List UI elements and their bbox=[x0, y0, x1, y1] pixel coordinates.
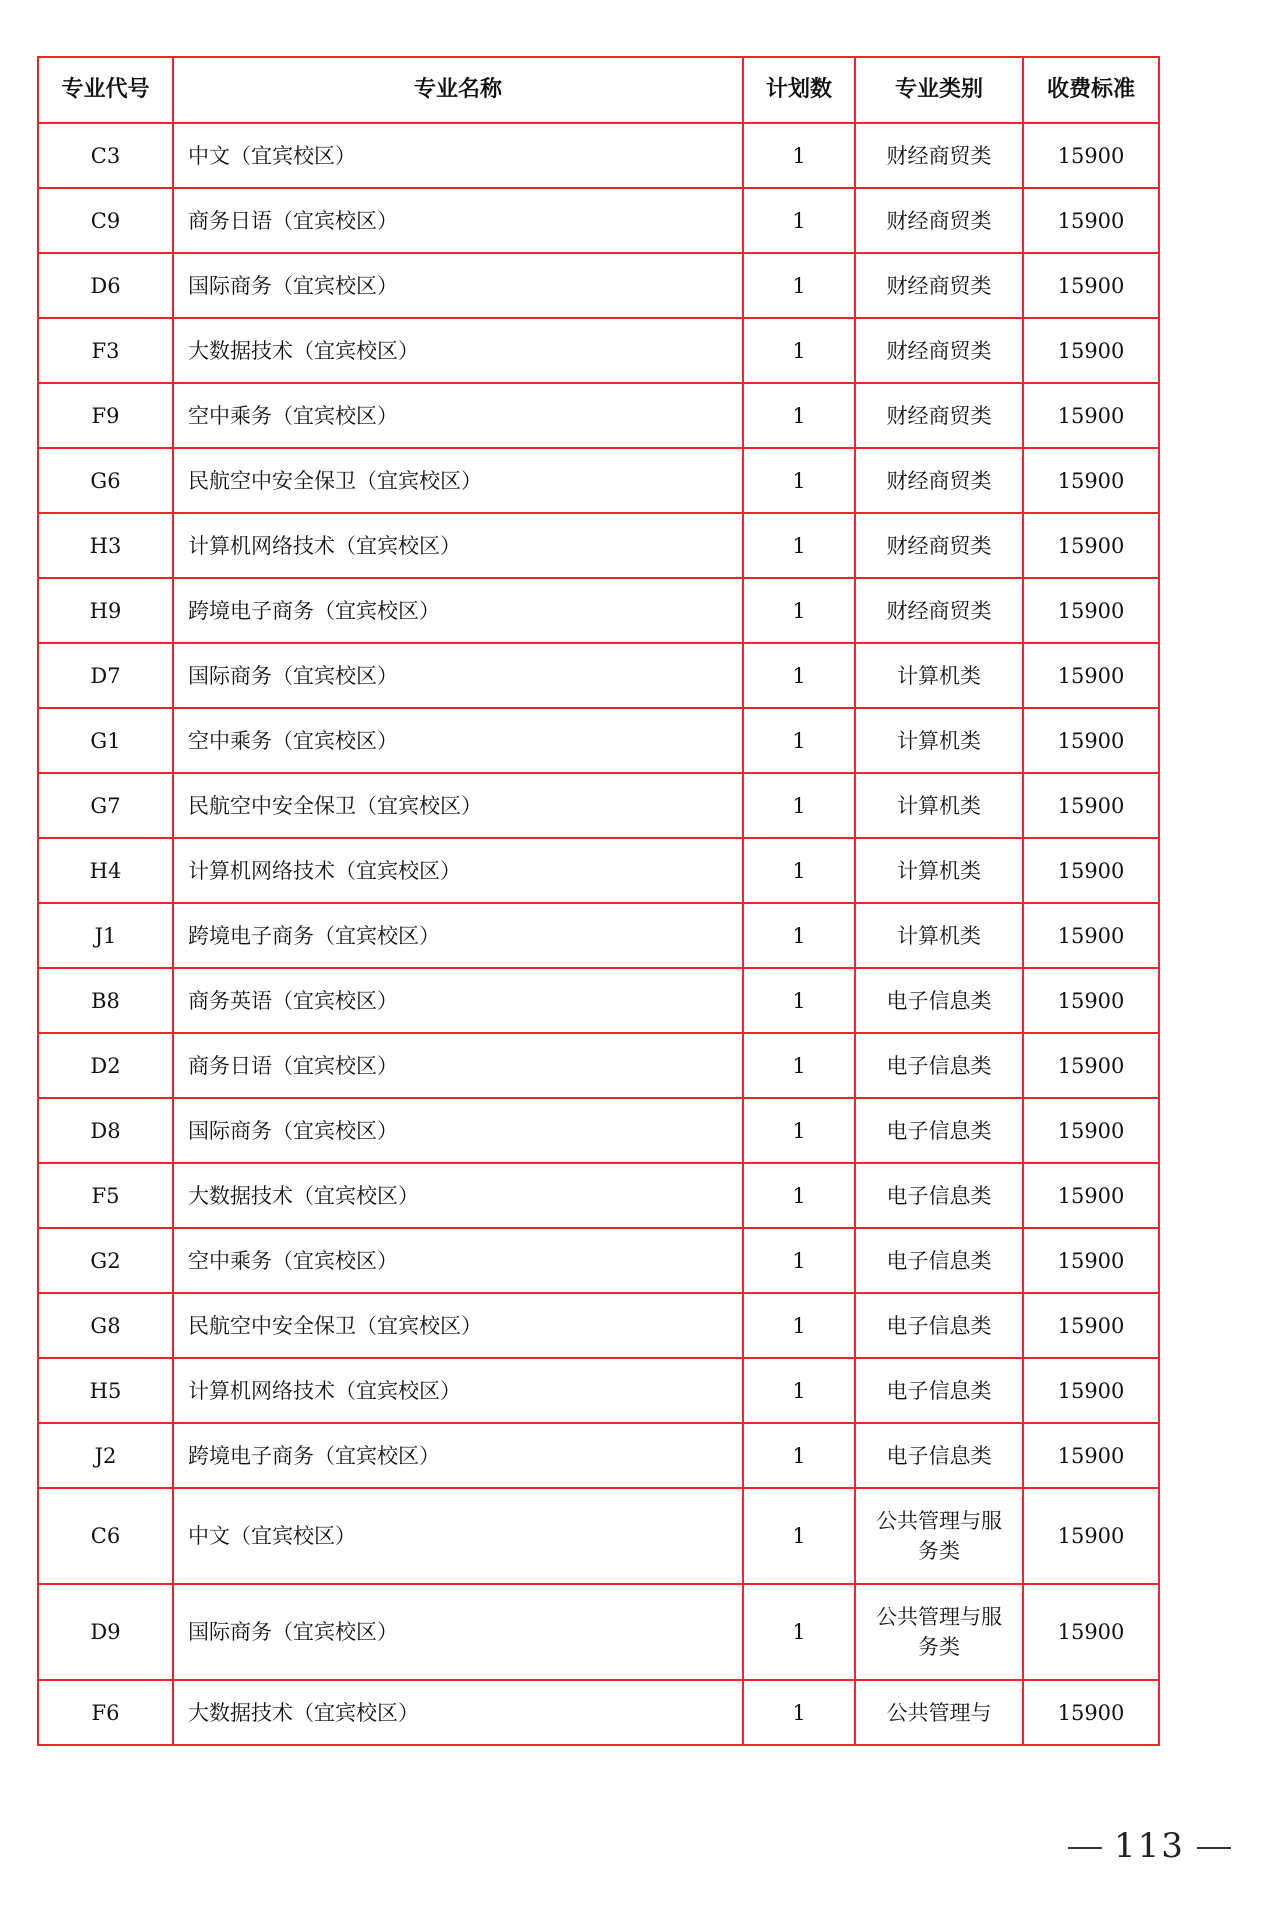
table-row bbox=[38, 253, 1159, 318]
cell-plan-count-text: 1 bbox=[792, 728, 806, 753]
cell-major-code-text: G7 bbox=[90, 793, 121, 818]
cell-major-code bbox=[38, 1358, 173, 1423]
cell-major-category bbox=[855, 383, 1023, 448]
cell-fee-standard-text: 15900 bbox=[1057, 598, 1125, 623]
cell-major-code bbox=[38, 383, 173, 448]
cell-major-category bbox=[855, 1680, 1023, 1745]
cell-fee-standard-text: 15900 bbox=[1057, 338, 1125, 363]
cell-fee-standard bbox=[1023, 1033, 1159, 1098]
cell-major-code-text: J2 bbox=[94, 1443, 117, 1468]
table-row bbox=[38, 968, 1159, 1033]
cell-major-category-text: 电子信息类 bbox=[886, 1378, 992, 1403]
cell-major-name bbox=[173, 903, 743, 968]
cell-major-category-text: 电子信息类 bbox=[886, 1118, 992, 1143]
table-body bbox=[38, 123, 1159, 1745]
cell-major-code-text: F9 bbox=[91, 403, 120, 428]
table-row bbox=[38, 1228, 1159, 1293]
header-major-name: 专业名称 bbox=[173, 57, 743, 123]
cell-major-category-text: 电子信息类 bbox=[886, 988, 992, 1013]
cell-major-name bbox=[173, 1098, 743, 1163]
cell-major-code bbox=[38, 1163, 173, 1228]
header-major-code: 专业代号 bbox=[38, 57, 173, 123]
cell-major-code-text: D6 bbox=[90, 273, 121, 298]
table-row bbox=[38, 1584, 1159, 1680]
cell-major-code-text: F5 bbox=[91, 1183, 120, 1208]
cell-major-code bbox=[38, 1423, 173, 1488]
cell-major-name bbox=[173, 1033, 743, 1098]
cell-plan-count bbox=[743, 1423, 855, 1488]
cell-major-name bbox=[173, 1584, 743, 1680]
cell-fee-standard-text: 15900 bbox=[1057, 728, 1125, 753]
cell-major-name bbox=[173, 968, 743, 1033]
cell-plan-count bbox=[743, 1228, 855, 1293]
cell-major-name bbox=[173, 123, 743, 188]
cell-major-name-text: 中文（宜宾校区） bbox=[188, 143, 356, 168]
cell-major-code-text: D8 bbox=[90, 1118, 121, 1143]
cell-major-name-text: 国际商务（宜宾校区） bbox=[188, 273, 398, 298]
cell-major-name bbox=[173, 643, 743, 708]
cell-plan-count-text: 1 bbox=[792, 793, 806, 818]
cell-major-code-text: D7 bbox=[90, 663, 121, 688]
cell-fee-standard-text: 15900 bbox=[1057, 1524, 1125, 1548]
cell-major-name-text: 民航空中安全保卫（宜宾校区） bbox=[188, 793, 482, 818]
cell-major-code-text: C3 bbox=[90, 143, 121, 168]
cell-fee-standard bbox=[1023, 1488, 1159, 1584]
cell-major-category-text: 财经商贸类 bbox=[886, 273, 992, 298]
cell-major-code-text: G1 bbox=[90, 728, 121, 753]
cell-fee-standard-text: 15900 bbox=[1057, 273, 1125, 298]
table-row bbox=[38, 578, 1159, 643]
cell-fee-standard-text: 15900 bbox=[1057, 1700, 1125, 1725]
cell-major-name bbox=[173, 383, 743, 448]
cell-major-code bbox=[38, 903, 173, 968]
cell-fee-standard-text: 15900 bbox=[1057, 663, 1125, 688]
cell-major-name bbox=[173, 1163, 743, 1228]
cell-fee-standard bbox=[1023, 643, 1159, 708]
cell-major-name-text: 空中乘务（宜宾校区） bbox=[188, 1248, 398, 1273]
cell-major-code-text: B8 bbox=[91, 988, 120, 1013]
cell-plan-count-text: 1 bbox=[792, 338, 806, 363]
cell-plan-count bbox=[743, 513, 855, 578]
cell-major-name bbox=[173, 1488, 743, 1584]
cell-major-code bbox=[38, 708, 173, 773]
cell-plan-count bbox=[743, 1358, 855, 1423]
table-row bbox=[38, 1293, 1159, 1358]
cell-major-category-text: 公共管理与服务类 bbox=[876, 1605, 1002, 1659]
page-number bbox=[1056, 1826, 1243, 1866]
cell-plan-count bbox=[743, 643, 855, 708]
cell-plan-count-text: 1 bbox=[792, 663, 806, 688]
cell-plan-count bbox=[743, 1488, 855, 1584]
cell-major-name bbox=[173, 448, 743, 513]
table-row bbox=[38, 1488, 1159, 1584]
cell-major-code bbox=[38, 578, 173, 643]
cell-major-name bbox=[173, 773, 743, 838]
cell-major-name-text: 空中乘务（宜宾校区） bbox=[188, 728, 398, 753]
cell-major-category-text: 财经商贸类 bbox=[886, 598, 992, 623]
cell-major-category bbox=[855, 513, 1023, 578]
cell-plan-count bbox=[743, 968, 855, 1033]
cell-major-category bbox=[855, 1488, 1023, 1584]
cell-major-name bbox=[173, 1680, 743, 1745]
cell-major-name bbox=[173, 1293, 743, 1358]
cell-major-category-text: 财经商贸类 bbox=[886, 338, 992, 363]
cell-plan-count-text: 1 bbox=[792, 1313, 806, 1338]
cell-plan-count-text: 1 bbox=[792, 273, 806, 298]
cell-major-category bbox=[855, 838, 1023, 903]
table-row bbox=[38, 448, 1159, 513]
cell-major-name-text: 跨境电子商务（宜宾校区） bbox=[188, 598, 440, 623]
cell-major-name-text: 国际商务（宜宾校区） bbox=[188, 1620, 398, 1644]
cell-plan-count-text: 1 bbox=[792, 208, 806, 233]
cell-major-category bbox=[855, 1293, 1023, 1358]
page-number-text: 113 bbox=[1114, 1826, 1185, 1866]
cell-plan-count bbox=[743, 318, 855, 383]
cell-major-category bbox=[855, 1163, 1023, 1228]
cell-fee-standard-text: 15900 bbox=[1057, 1620, 1125, 1644]
cell-plan-count bbox=[743, 448, 855, 513]
cell-fee-standard bbox=[1023, 318, 1159, 383]
cell-major-code bbox=[38, 448, 173, 513]
cell-plan-count-text: 1 bbox=[792, 598, 806, 623]
cell-major-category-text: 电子信息类 bbox=[886, 1053, 992, 1078]
table-row bbox=[38, 1033, 1159, 1098]
cell-fee-standard bbox=[1023, 1358, 1159, 1423]
cell-major-name-text: 商务日语（宜宾校区） bbox=[188, 208, 398, 233]
cell-major-code-text: H5 bbox=[89, 1378, 122, 1403]
cell-major-code bbox=[38, 1488, 173, 1584]
cell-major-code bbox=[38, 513, 173, 578]
cell-major-name bbox=[173, 318, 743, 383]
cell-fee-standard bbox=[1023, 383, 1159, 448]
cell-major-code-text: J1 bbox=[94, 923, 117, 948]
cell-major-name-text: 商务英语（宜宾校区） bbox=[188, 988, 398, 1013]
table-row bbox=[38, 318, 1159, 383]
cell-plan-count-text: 1 bbox=[792, 468, 806, 493]
cell-fee-standard bbox=[1023, 513, 1159, 578]
table-row bbox=[38, 1358, 1159, 1423]
cell-major-name-text: 计算机网络技术（宜宾校区） bbox=[188, 533, 461, 558]
cell-plan-count bbox=[743, 838, 855, 903]
table-row bbox=[38, 383, 1159, 448]
table-row bbox=[38, 773, 1159, 838]
cell-plan-count bbox=[743, 903, 855, 968]
cell-plan-count-text: 1 bbox=[792, 1443, 806, 1468]
cell-plan-count-text: 1 bbox=[792, 1053, 806, 1078]
cell-major-category-text: 计算机类 bbox=[897, 663, 981, 688]
cell-major-category bbox=[855, 253, 1023, 318]
cell-major-name-text: 计算机网络技术（宜宾校区） bbox=[188, 858, 461, 883]
cell-major-category-text: 财经商贸类 bbox=[886, 403, 992, 428]
cell-plan-count bbox=[743, 773, 855, 838]
cell-major-code-text: F3 bbox=[91, 338, 120, 363]
cell-fee-standard-text: 15900 bbox=[1057, 1053, 1125, 1078]
table-row bbox=[38, 1163, 1159, 1228]
cell-major-name-text: 民航空中安全保卫（宜宾校区） bbox=[188, 468, 482, 493]
cell-fee-standard-text: 15900 bbox=[1057, 923, 1125, 948]
cell-fee-standard-text: 15900 bbox=[1057, 1443, 1125, 1468]
cell-major-code-text: H3 bbox=[89, 533, 122, 558]
table-row bbox=[38, 903, 1159, 968]
cell-major-code bbox=[38, 318, 173, 383]
cell-major-category-text: 电子信息类 bbox=[886, 1248, 992, 1273]
cell-major-code bbox=[38, 1584, 173, 1680]
cell-major-code bbox=[38, 123, 173, 188]
cell-fee-standard-text: 15900 bbox=[1057, 208, 1125, 233]
cell-major-name bbox=[173, 1228, 743, 1293]
cell-major-category-text: 计算机类 bbox=[897, 728, 981, 753]
cell-fee-standard-text: 15900 bbox=[1057, 1118, 1125, 1143]
cell-major-name-text: 大数据技术（宜宾校区） bbox=[188, 1183, 419, 1208]
cell-major-category-text: 财经商贸类 bbox=[886, 208, 992, 233]
cell-fee-standard bbox=[1023, 1423, 1159, 1488]
cell-plan-count-text: 1 bbox=[792, 1248, 806, 1273]
cell-major-name-text: 中文（宜宾校区） bbox=[188, 1524, 356, 1548]
cell-major-category bbox=[855, 1584, 1023, 1680]
cell-major-code bbox=[38, 1680, 173, 1745]
cell-major-name bbox=[173, 1358, 743, 1423]
cell-major-name-text: 大数据技术（宜宾校区） bbox=[188, 1700, 419, 1725]
cell-major-category bbox=[855, 968, 1023, 1033]
cell-major-category-text: 计算机类 bbox=[897, 923, 981, 948]
cell-major-name bbox=[173, 578, 743, 643]
cell-major-name bbox=[173, 708, 743, 773]
dash-right bbox=[1197, 1847, 1231, 1849]
cell-plan-count bbox=[743, 1098, 855, 1163]
cell-major-code bbox=[38, 1228, 173, 1293]
table-row bbox=[38, 1098, 1159, 1163]
cell-major-category bbox=[855, 123, 1023, 188]
cell-major-code bbox=[38, 1033, 173, 1098]
cell-major-name-text: 大数据技术（宜宾校区） bbox=[188, 338, 419, 363]
cell-fee-standard bbox=[1023, 1293, 1159, 1358]
cell-major-category bbox=[855, 1358, 1023, 1423]
cell-major-category bbox=[855, 773, 1023, 838]
cell-major-code bbox=[38, 773, 173, 838]
cell-fee-standard-text: 15900 bbox=[1057, 143, 1125, 168]
cell-major-category-text: 计算机类 bbox=[897, 793, 981, 818]
cell-plan-count bbox=[743, 578, 855, 643]
cell-fee-standard-text: 15900 bbox=[1057, 1378, 1125, 1403]
cell-major-code-text: C9 bbox=[90, 208, 121, 233]
table-header-row bbox=[38, 57, 1159, 123]
cell-major-category bbox=[855, 1423, 1023, 1488]
cell-major-code-text: G2 bbox=[90, 1248, 121, 1273]
cell-major-category bbox=[855, 643, 1023, 708]
cell-major-category bbox=[855, 1033, 1023, 1098]
cell-major-category-text: 财经商贸类 bbox=[886, 533, 992, 558]
cell-fee-standard bbox=[1023, 253, 1159, 318]
cell-fee-standard bbox=[1023, 1098, 1159, 1163]
cell-plan-count-text: 1 bbox=[792, 1524, 806, 1548]
cell-major-code-text: G8 bbox=[90, 1313, 121, 1338]
cell-major-category-text: 财经商贸类 bbox=[886, 143, 992, 168]
cell-major-code-text: H4 bbox=[89, 858, 122, 883]
table-row bbox=[38, 1423, 1159, 1488]
cell-fee-standard-text: 15900 bbox=[1057, 533, 1125, 558]
cell-major-name-text: 空中乘务（宜宾校区） bbox=[188, 403, 398, 428]
cell-major-code-text: F6 bbox=[91, 1700, 120, 1725]
cell-major-code-text: H9 bbox=[89, 598, 122, 623]
cell-plan-count-text: 1 bbox=[792, 403, 806, 428]
table-row bbox=[38, 188, 1159, 253]
cell-plan-count bbox=[743, 1584, 855, 1680]
cell-plan-count-text: 1 bbox=[792, 143, 806, 168]
cell-major-name bbox=[173, 1423, 743, 1488]
dash-left bbox=[1068, 1847, 1102, 1849]
cell-major-name-text: 跨境电子商务（宜宾校区） bbox=[188, 1443, 440, 1468]
cell-major-code bbox=[38, 968, 173, 1033]
cell-major-category bbox=[855, 318, 1023, 383]
enrollment-plan-table bbox=[37, 56, 1160, 1746]
cell-fee-standard-text: 15900 bbox=[1057, 468, 1125, 493]
cell-fee-standard bbox=[1023, 968, 1159, 1033]
table-row bbox=[38, 513, 1159, 578]
cell-major-code-text: G6 bbox=[90, 468, 121, 493]
cell-major-category-text: 电子信息类 bbox=[886, 1183, 992, 1208]
cell-plan-count-text: 1 bbox=[792, 1378, 806, 1403]
header-major-category: 专业类别 bbox=[855, 57, 1023, 123]
cell-major-category bbox=[855, 708, 1023, 773]
cell-fee-standard bbox=[1023, 773, 1159, 838]
cell-plan-count bbox=[743, 188, 855, 253]
cell-fee-standard bbox=[1023, 903, 1159, 968]
cell-major-category-text: 公共管理与 bbox=[886, 1700, 992, 1725]
cell-major-category-text: 财经商贸类 bbox=[886, 468, 992, 493]
header-fee-standard: 收费标准 bbox=[1023, 57, 1159, 123]
cell-fee-standard bbox=[1023, 448, 1159, 513]
cell-plan-count-text: 1 bbox=[792, 923, 806, 948]
cell-fee-standard-text: 15900 bbox=[1057, 793, 1125, 818]
cell-major-code-text: D2 bbox=[90, 1053, 121, 1078]
header-plan-count: 计划数 bbox=[743, 57, 855, 123]
cell-major-category-text: 电子信息类 bbox=[886, 1443, 992, 1468]
cell-major-name-text: 商务日语（宜宾校区） bbox=[188, 1053, 398, 1078]
cell-major-name-text: 国际商务（宜宾校区） bbox=[188, 1118, 398, 1143]
cell-plan-count-text: 1 bbox=[792, 1620, 806, 1644]
cell-major-name-text: 国际商务（宜宾校区） bbox=[188, 663, 398, 688]
table-row bbox=[38, 838, 1159, 903]
cell-plan-count bbox=[743, 1033, 855, 1098]
cell-major-category bbox=[855, 1098, 1023, 1163]
cell-fee-standard bbox=[1023, 1228, 1159, 1293]
cell-fee-standard bbox=[1023, 123, 1159, 188]
cell-fee-standard-text: 15900 bbox=[1057, 403, 1125, 428]
cell-major-name-text: 计算机网络技术（宜宾校区） bbox=[188, 1378, 461, 1403]
cell-major-category bbox=[855, 903, 1023, 968]
cell-fee-standard bbox=[1023, 1680, 1159, 1745]
cell-major-code bbox=[38, 188, 173, 253]
cell-major-category bbox=[855, 448, 1023, 513]
cell-major-name-text: 跨境电子商务（宜宾校区） bbox=[188, 923, 440, 948]
cell-major-code-text: C6 bbox=[90, 1524, 121, 1548]
cell-major-category-text: 电子信息类 bbox=[886, 1313, 992, 1338]
cell-major-category-text: 计算机类 bbox=[897, 858, 981, 883]
cell-major-category-text: 公共管理与服务类 bbox=[876, 1509, 1002, 1563]
cell-plan-count-text: 1 bbox=[792, 1700, 806, 1725]
cell-fee-standard-text: 15900 bbox=[1057, 1313, 1125, 1338]
cell-fee-standard-text: 15900 bbox=[1057, 988, 1125, 1013]
cell-plan-count-text: 1 bbox=[792, 533, 806, 558]
cell-major-code bbox=[38, 1098, 173, 1163]
cell-plan-count bbox=[743, 1163, 855, 1228]
cell-major-category bbox=[855, 578, 1023, 643]
cell-plan-count-text: 1 bbox=[792, 858, 806, 883]
cell-plan-count-text: 1 bbox=[792, 1183, 806, 1208]
table-row bbox=[38, 123, 1159, 188]
cell-plan-count-text: 1 bbox=[792, 1118, 806, 1143]
cell-plan-count-text: 1 bbox=[792, 988, 806, 1013]
cell-fee-standard bbox=[1023, 1584, 1159, 1680]
cell-fee-standard-text: 15900 bbox=[1057, 1183, 1125, 1208]
cell-major-category bbox=[855, 188, 1023, 253]
cell-fee-standard bbox=[1023, 188, 1159, 253]
cell-major-category bbox=[855, 1228, 1023, 1293]
cell-fee-standard-text: 15900 bbox=[1057, 1248, 1125, 1273]
cell-major-name-text: 民航空中安全保卫（宜宾校区） bbox=[188, 1313, 482, 1338]
cell-major-code bbox=[38, 838, 173, 903]
cell-major-code-text: D9 bbox=[90, 1620, 121, 1644]
cell-major-code bbox=[38, 253, 173, 318]
table-row bbox=[38, 708, 1159, 773]
cell-fee-standard bbox=[1023, 578, 1159, 643]
cell-plan-count bbox=[743, 383, 855, 448]
table-row bbox=[38, 1680, 1159, 1745]
cell-major-name bbox=[173, 253, 743, 318]
cell-fee-standard-text: 15900 bbox=[1057, 858, 1125, 883]
cell-fee-standard bbox=[1023, 708, 1159, 773]
cell-major-name bbox=[173, 513, 743, 578]
cell-major-name bbox=[173, 188, 743, 253]
cell-plan-count bbox=[743, 123, 855, 188]
cell-plan-count bbox=[743, 1293, 855, 1358]
cell-major-code bbox=[38, 643, 173, 708]
cell-fee-standard bbox=[1023, 838, 1159, 903]
cell-major-code bbox=[38, 1293, 173, 1358]
cell-plan-count bbox=[743, 253, 855, 318]
cell-plan-count bbox=[743, 708, 855, 773]
cell-major-name bbox=[173, 838, 743, 903]
cell-plan-count bbox=[743, 1680, 855, 1745]
cell-fee-standard bbox=[1023, 1163, 1159, 1228]
table-row bbox=[38, 643, 1159, 708]
